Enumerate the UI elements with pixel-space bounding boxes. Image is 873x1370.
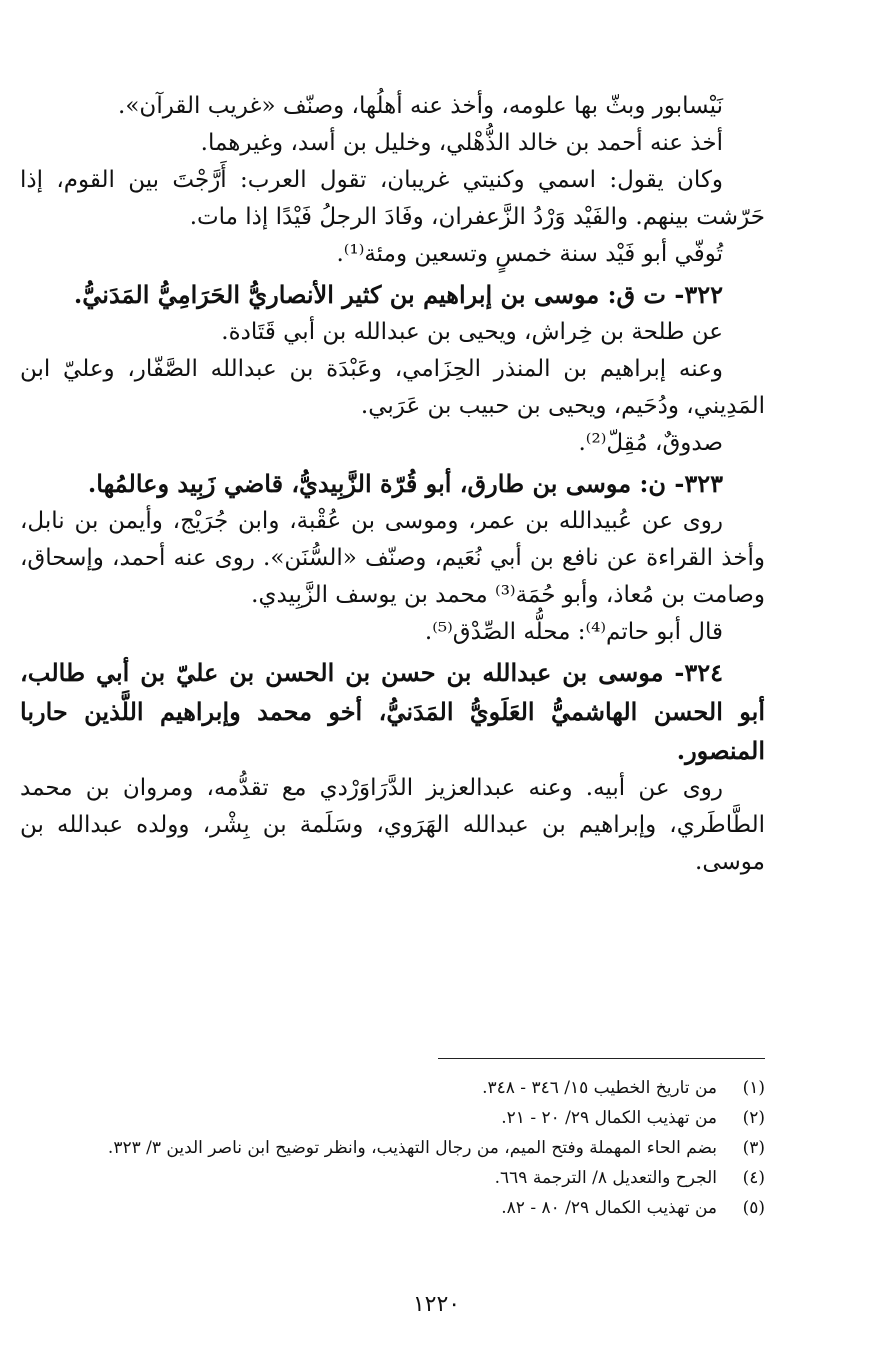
footnotes: [20, 1075, 765, 1225]
paragraph: نَيْسابور وبثّ بها علومه، وأخذ عنه أهلُها، وصنّف «غريب القرآن».: [118, 93, 723, 119]
paragraph: وكان يقول: اسمي وكنيتي غريبان، تقول العرب: أَرَّجْتَ بين القوم، إذا حَرّشت بينهم. والفَيْد وَرْدُ الزَّعفران، وفَادَ الرجلُ فَيْدًا إذا مات.: [20, 167, 765, 230]
footnote-text: الجرح والتعديل ٨/ الترجمة ٦٦٩.: [494, 1168, 717, 1188]
paragraph: صدوقٌ، مُقِلّ⁽²⁾.: [578, 430, 723, 456]
paragraph: وعنه إبراهيم بن المنذر الحِزَامي، وعَبْدَة بن عبدالله الصَّفّار، وعليّ ابن المَدِيني، ودُحَيم، ويحيى بن حبيب بن عَرَبي.: [20, 356, 765, 419]
footnote-number: (٥): [742, 1198, 765, 1218]
footnote: [20, 1105, 765, 1131]
footnote-text: بضم الحاء المهملة وفتح الميم، من رجال التهذيب، وانظر توضيح ابن ناصر الدين ٣/ ٣٢٣.: [107, 1138, 717, 1158]
footnote-number: (٤): [742, 1168, 765, 1188]
paragraph: تُوفّي أبو فَيْد سنة خمسٍ وتسعين ومئة⁽¹⁾.: [336, 241, 723, 267]
paragraph: روى عن أبيه. وعنه عبدالعزيز الدَّرَاوَرْدي مع تقدُّمه، ومروان بن محمد الطَّاطَري، وإبراهيم بن عبدالله الهَرَوي، وسَلَمة بن بِشْر، وولده عبدالله بن موسى.: [20, 775, 765, 875]
paragraph: عن طلحة بن خِراش، ويحيى بن عبدالله بن أبي قَتَادة.: [221, 319, 723, 345]
paragraph: روى عن عُبيدالله بن عمر، وموسى بن عُقْبة، وابن جُرَيْج، وأيمن بن نابل، وأخذ القراءة عن نافع بن أبي نُعَيم، وصنّف «السُّنَن». روى عنه أحمد، وإسحاق، وصامت بن مُعاذ، وأبو حُمَة⁽³⁾ محمد بن يوسف الزَّبِيدي.: [20, 508, 765, 608]
footnote-text: من تاريخ الخطيب ١٥/ ٣٤٦ - ٣٤٨.: [482, 1078, 717, 1098]
entry-heading-324: ٣٢٤- موسى بن عبدالله بن حسن بن الحسن بن عليّ بن أبي طالب، أبو الحسن الهاشميُّ العَلَويُّ المَدَنيُّ، أخو محمد وإبراهيم اللَّذين حاربا المنصور.: [20, 658, 766, 765]
footnote-number: (٣): [742, 1138, 765, 1158]
footnote-divider: [438, 1058, 765, 1059]
footnote: [20, 1135, 765, 1161]
entry-heading-322: ٣٢٢- ت ق: موسى بن إبراهيم بن كثير الأنصاريُّ الحَرَامِيُّ المَدَنيُّ.: [73, 280, 723, 309]
paragraph: قال أبو حاتم⁽⁴⁾: محلُّه الصِّدْق⁽⁵⁾.: [424, 619, 723, 645]
footnote: [20, 1165, 765, 1191]
paragraph: أخذ عنه أحمد بن خالد الذُّهْلي، وخليل بن أسد، وغيرهما.: [200, 130, 723, 156]
footnote: [20, 1195, 765, 1221]
main-text: [20, 88, 765, 881]
footnote-text: من تهذيب الكمال ٢٩/ ٢٠ - ٢١.: [501, 1108, 717, 1128]
footnote-number: (٢): [742, 1108, 765, 1128]
page-number: ١٢٢٠: [412, 1292, 461, 1317]
footnote: [20, 1075, 765, 1101]
entry-heading-323: ٣٢٣- ن: موسى بن طارق، أبو قُرّة الزَّبِيديُّ، قاضي زَبِيد وعالمُها.: [87, 469, 723, 498]
footnote-text: من تهذيب الكمال ٢٩/ ٨٠ - ٨٢.: [501, 1198, 717, 1218]
footnote-number: (١): [742, 1078, 765, 1098]
